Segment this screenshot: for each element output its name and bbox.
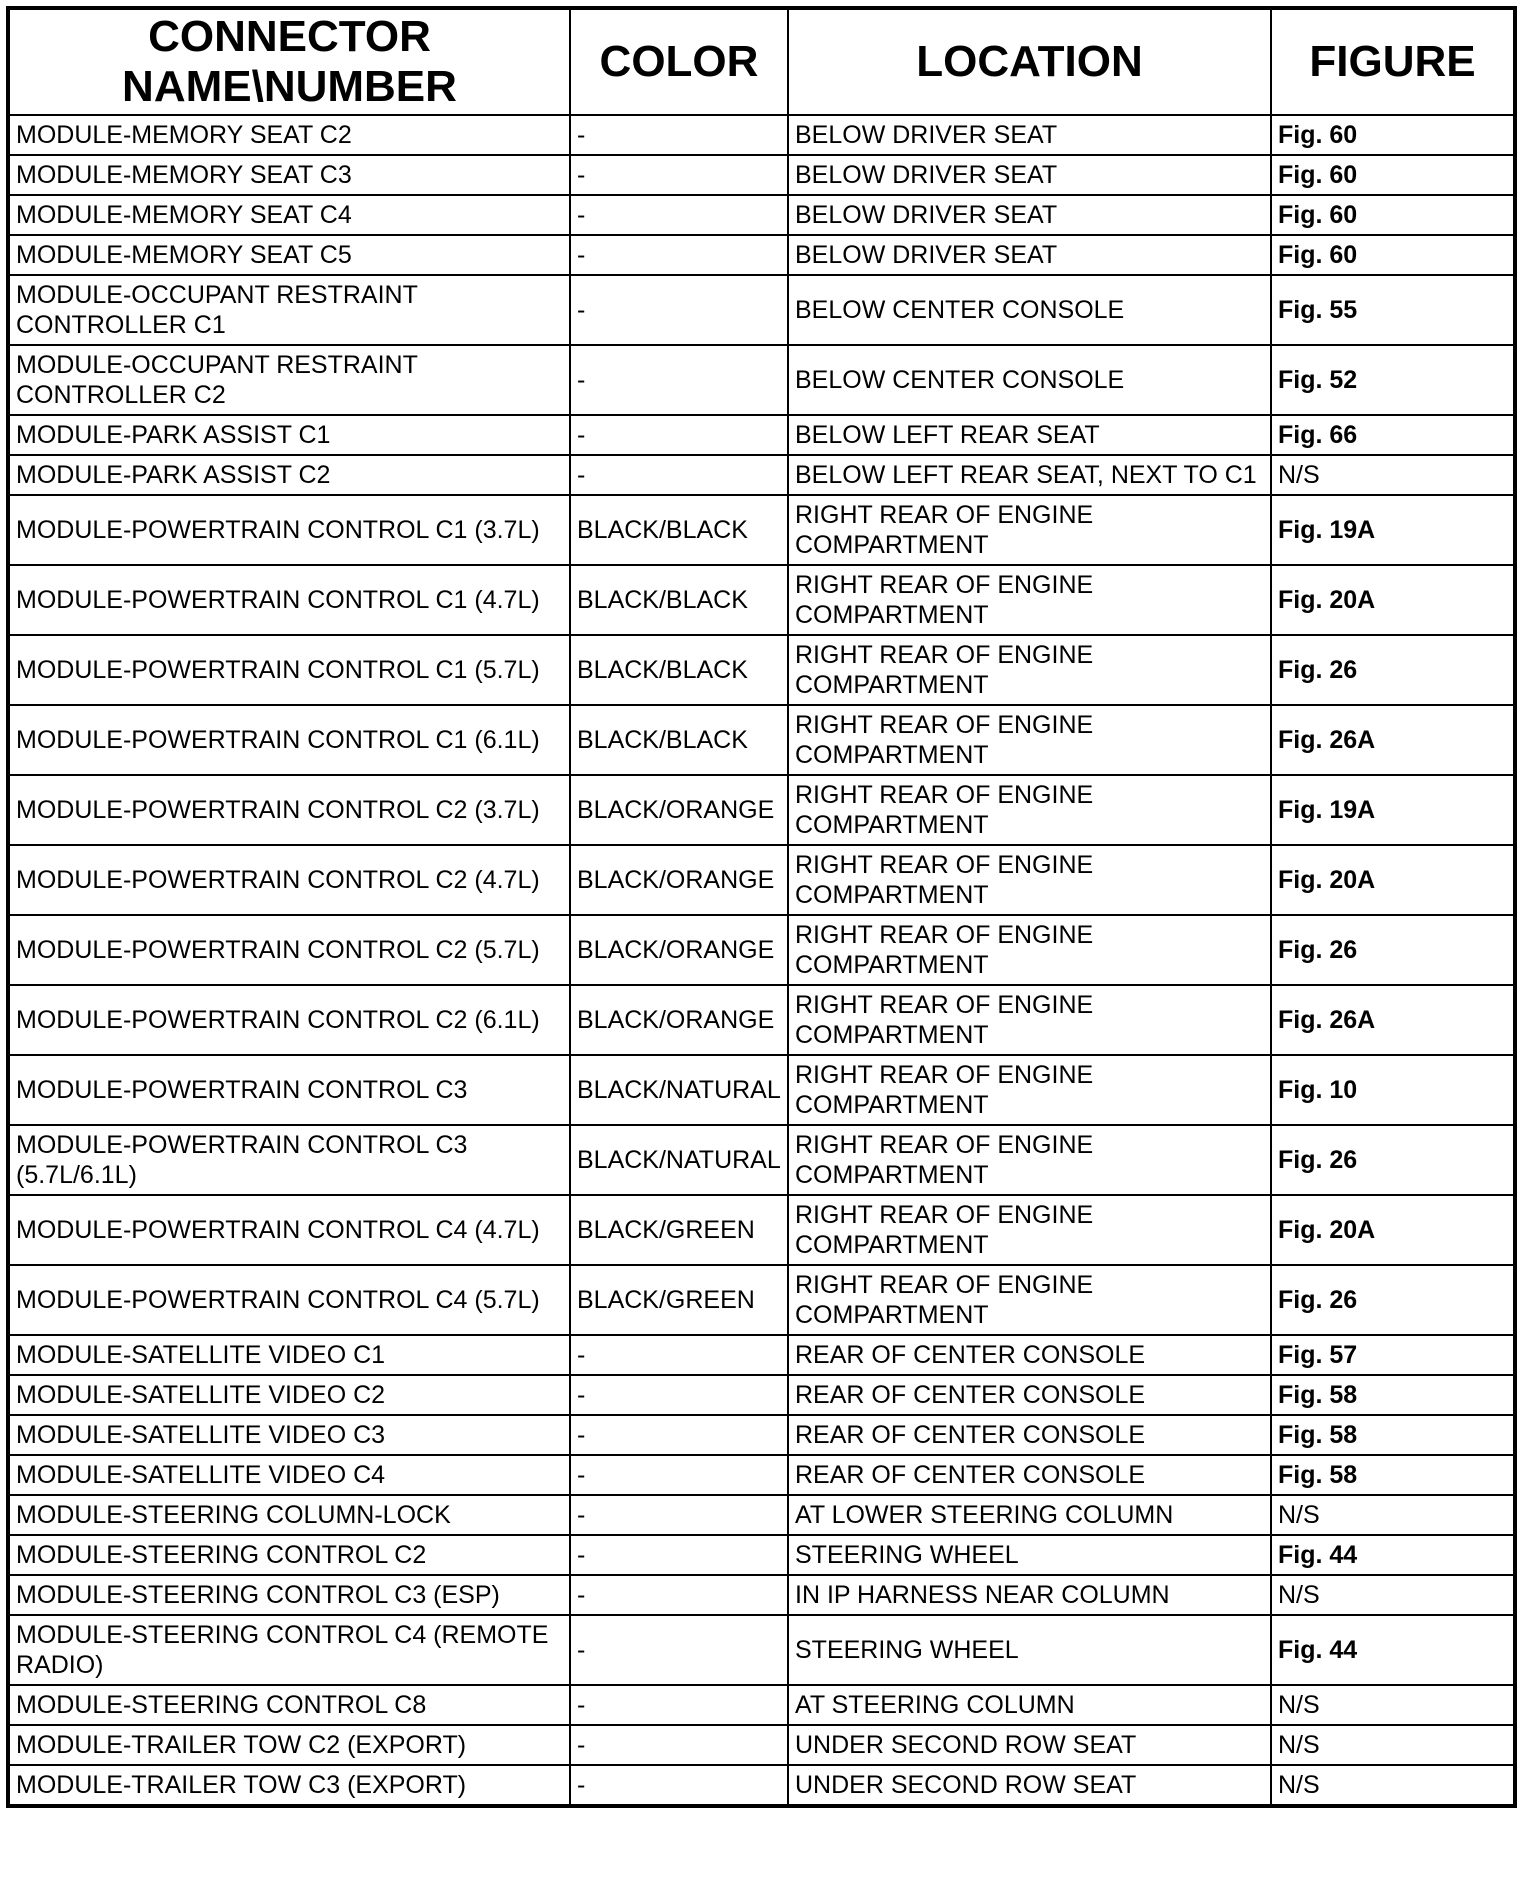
cell-color: - [570, 345, 788, 415]
cell-color: - [570, 455, 788, 495]
cell-color: - [570, 115, 788, 155]
table-row [8, 1535, 1515, 1575]
cell-figure: Fig. 57 [1271, 1335, 1515, 1375]
cell-location: BELOW DRIVER SEAT [788, 235, 1271, 275]
cell-location: BELOW CENTER CONSOLE [788, 345, 1271, 415]
cell-figure: N/S [1271, 1495, 1515, 1535]
cell-figure: Fig. 66 [1271, 415, 1515, 455]
cell-connector-name: MODULE-POWERTRAIN CONTROL C1 (4.7L) [8, 565, 570, 635]
cell-figure: Fig. 26 [1271, 1265, 1515, 1335]
cell-connector-name: MODULE-STEERING COLUMN-LOCK [8, 1495, 570, 1535]
cell-figure: Fig. 26 [1271, 635, 1515, 705]
cell-figure: Fig. 19A [1271, 775, 1515, 845]
cell-figure: Fig. 19A [1271, 495, 1515, 565]
cell-color: BLACK/ORANGE [570, 915, 788, 985]
cell-figure: Fig. 26 [1271, 1125, 1515, 1195]
cell-location: RIGHT REAR OF ENGINE COMPARTMENT [788, 1125, 1271, 1195]
cell-connector-name: MODULE-POWERTRAIN CONTROL C1 (5.7L) [8, 635, 570, 705]
cell-location: AT LOWER STEERING COLUMN [788, 1495, 1271, 1535]
cell-color: - [570, 1375, 788, 1415]
cell-location: BELOW DRIVER SEAT [788, 115, 1271, 155]
table-row [8, 1455, 1515, 1495]
cell-location: REAR OF CENTER CONSOLE [788, 1415, 1271, 1455]
cell-figure: N/S [1271, 1725, 1515, 1765]
cell-connector-name: MODULE-POWERTRAIN CONTROL C2 (5.7L) [8, 915, 570, 985]
cell-location: AT STEERING COLUMN [788, 1685, 1271, 1725]
table-row [8, 1685, 1515, 1725]
cell-color: BLACK/NATURAL [570, 1125, 788, 1195]
table-row [8, 1055, 1515, 1125]
cell-connector-name: MODULE-STEERING CONTROL C4 (REMOTE RADIO) [8, 1615, 570, 1685]
table-row [8, 275, 1515, 345]
table-row [8, 565, 1515, 635]
header-row [8, 8, 1515, 115]
table-row [8, 1725, 1515, 1765]
cell-figure: Fig. 26 [1271, 915, 1515, 985]
cell-connector-name: MODULE-POWERTRAIN CONTROL C3 (5.7L/6.1L) [8, 1125, 570, 1195]
cell-location: BELOW DRIVER SEAT [788, 155, 1271, 195]
cell-color: - [570, 1765, 788, 1806]
table-row [8, 415, 1515, 455]
connector-table [6, 6, 1517, 1808]
table-row [8, 1195, 1515, 1265]
cell-figure: Fig. 20A [1271, 845, 1515, 915]
cell-connector-name: MODULE-POWERTRAIN CONTROL C1 (3.7L) [8, 495, 570, 565]
cell-color: BLACK/ORANGE [570, 845, 788, 915]
cell-figure: Fig. 44 [1271, 1615, 1515, 1685]
cell-location: RIGHT REAR OF ENGINE COMPARTMENT [788, 635, 1271, 705]
cell-location: RIGHT REAR OF ENGINE COMPARTMENT [788, 845, 1271, 915]
cell-location: RIGHT REAR OF ENGINE COMPARTMENT [788, 495, 1271, 565]
cell-location: RIGHT REAR OF ENGINE COMPARTMENT [788, 775, 1271, 845]
cell-color: BLACK/GREEN [570, 1195, 788, 1265]
cell-figure: Fig. 55 [1271, 275, 1515, 345]
cell-figure: Fig. 44 [1271, 1535, 1515, 1575]
cell-connector-name: MODULE-SATELLITE VIDEO C3 [8, 1415, 570, 1455]
table-row [8, 705, 1515, 775]
cell-connector-name: MODULE-OCCUPANT RESTRAINT CONTROLLER C1 [8, 275, 570, 345]
cell-figure: N/S [1271, 455, 1515, 495]
cell-connector-name: MODULE-POWERTRAIN CONTROL C2 (3.7L) [8, 775, 570, 845]
cell-connector-name: MODULE-OCCUPANT RESTRAINT CONTROLLER C2 [8, 345, 570, 415]
cell-location: REAR OF CENTER CONSOLE [788, 1335, 1271, 1375]
table-row [8, 115, 1515, 155]
cell-connector-name: MODULE-POWERTRAIN CONTROL C1 (6.1L) [8, 705, 570, 775]
cell-color: - [570, 195, 788, 235]
cell-color: - [570, 235, 788, 275]
cell-color: - [570, 1335, 788, 1375]
cell-location: BELOW CENTER CONSOLE [788, 275, 1271, 345]
cell-figure: Fig. 26A [1271, 985, 1515, 1055]
table-row [8, 1575, 1515, 1615]
cell-figure: Fig. 58 [1271, 1455, 1515, 1495]
header-location: LOCATION [788, 8, 1271, 115]
cell-location: RIGHT REAR OF ENGINE COMPARTMENT [788, 1265, 1271, 1335]
cell-color: - [570, 155, 788, 195]
table-row [8, 1125, 1515, 1195]
cell-color: BLACK/ORANGE [570, 985, 788, 1055]
cell-color: - [570, 415, 788, 455]
table-row [8, 845, 1515, 915]
cell-connector-name: MODULE-POWERTRAIN CONTROL C4 (5.7L) [8, 1265, 570, 1335]
cell-figure: N/S [1271, 1765, 1515, 1806]
cell-figure: Fig. 60 [1271, 115, 1515, 155]
table-row [8, 345, 1515, 415]
cell-connector-name: MODULE-MEMORY SEAT C5 [8, 235, 570, 275]
table-row [8, 1415, 1515, 1455]
table-row [8, 1615, 1515, 1685]
cell-figure: Fig. 52 [1271, 345, 1515, 415]
cell-color: BLACK/BLACK [570, 635, 788, 705]
cell-figure: Fig. 58 [1271, 1415, 1515, 1455]
cell-color: - [570, 275, 788, 345]
cell-figure: Fig. 10 [1271, 1055, 1515, 1125]
cell-connector-name: MODULE-STEERING CONTROL C2 [8, 1535, 570, 1575]
cell-connector-name: MODULE-POWERTRAIN CONTROL C2 (6.1L) [8, 985, 570, 1055]
table-row [8, 775, 1515, 845]
connector-table-sheet [6, 6, 1513, 1808]
cell-color: BLACK/BLACK [570, 565, 788, 635]
cell-connector-name: MODULE-POWERTRAIN CONTROL C2 (4.7L) [8, 845, 570, 915]
cell-color: - [570, 1535, 788, 1575]
cell-color: BLACK/NATURAL [570, 1055, 788, 1125]
cell-connector-name: MODULE-POWERTRAIN CONTROL C4 (4.7L) [8, 1195, 570, 1265]
table-row [8, 1375, 1515, 1415]
cell-figure: N/S [1271, 1685, 1515, 1725]
cell-connector-name: MODULE-POWERTRAIN CONTROL C3 [8, 1055, 570, 1125]
cell-figure: Fig. 58 [1271, 1375, 1515, 1415]
table-row [8, 1495, 1515, 1535]
cell-location: BELOW LEFT REAR SEAT [788, 415, 1271, 455]
cell-connector-name: MODULE-STEERING CONTROL C8 [8, 1685, 570, 1725]
cell-color: - [570, 1455, 788, 1495]
table-row [8, 1335, 1515, 1375]
cell-color: - [570, 1685, 788, 1725]
cell-location: BELOW LEFT REAR SEAT, NEXT TO C1 [788, 455, 1271, 495]
cell-color: BLACK/BLACK [570, 705, 788, 775]
cell-location: IN IP HARNESS NEAR COLUMN [788, 1575, 1271, 1615]
table-row [8, 495, 1515, 565]
cell-location: RIGHT REAR OF ENGINE COMPARTMENT [788, 705, 1271, 775]
cell-figure: Fig. 60 [1271, 235, 1515, 275]
cell-color: - [570, 1415, 788, 1455]
cell-location: STEERING WHEEL [788, 1615, 1271, 1685]
table-row [8, 985, 1515, 1055]
table-row [8, 635, 1515, 705]
cell-location: UNDER SECOND ROW SEAT [788, 1765, 1271, 1806]
table-row [8, 455, 1515, 495]
cell-color: - [570, 1615, 788, 1685]
table-row [8, 235, 1515, 275]
cell-connector-name: MODULE-TRAILER TOW C2 (EXPORT) [8, 1725, 570, 1765]
cell-connector-name: MODULE-PARK ASSIST C2 [8, 455, 570, 495]
cell-color: BLACK/BLACK [570, 495, 788, 565]
cell-location: REAR OF CENTER CONSOLE [788, 1375, 1271, 1415]
header-figure: FIGURE [1271, 8, 1515, 115]
cell-color: BLACK/GREEN [570, 1265, 788, 1335]
cell-color: - [570, 1725, 788, 1765]
table-row [8, 1765, 1515, 1806]
cell-location: RIGHT REAR OF ENGINE COMPARTMENT [788, 985, 1271, 1055]
table-body [8, 115, 1515, 1806]
cell-figure: Fig. 60 [1271, 155, 1515, 195]
cell-connector-name: MODULE-STEERING CONTROL C3 (ESP) [8, 1575, 570, 1615]
cell-location: RIGHT REAR OF ENGINE COMPARTMENT [788, 915, 1271, 985]
header-connector-name: CONNECTOR NAME\NUMBER [8, 8, 570, 115]
table-row [8, 155, 1515, 195]
cell-connector-name: MODULE-MEMORY SEAT C4 [8, 195, 570, 235]
table-row [8, 195, 1515, 235]
cell-connector-name: MODULE-PARK ASSIST C1 [8, 415, 570, 455]
table-row [8, 915, 1515, 985]
cell-location: REAR OF CENTER CONSOLE [788, 1455, 1271, 1495]
cell-figure: N/S [1271, 1575, 1515, 1615]
cell-connector-name: MODULE-TRAILER TOW C3 (EXPORT) [8, 1765, 570, 1806]
cell-color: - [570, 1495, 788, 1535]
cell-figure: Fig. 20A [1271, 1195, 1515, 1265]
cell-connector-name: MODULE-MEMORY SEAT C3 [8, 155, 570, 195]
cell-location: RIGHT REAR OF ENGINE COMPARTMENT [788, 565, 1271, 635]
cell-connector-name: MODULE-SATELLITE VIDEO C1 [8, 1335, 570, 1375]
cell-connector-name: MODULE-SATELLITE VIDEO C2 [8, 1375, 570, 1415]
cell-connector-name: MODULE-SATELLITE VIDEO C4 [8, 1455, 570, 1495]
cell-location: BELOW DRIVER SEAT [788, 195, 1271, 235]
cell-location: STEERING WHEEL [788, 1535, 1271, 1575]
header-color: COLOR [570, 8, 788, 115]
cell-color: BLACK/ORANGE [570, 775, 788, 845]
table-row [8, 1265, 1515, 1335]
cell-figure: Fig. 60 [1271, 195, 1515, 235]
cell-figure: Fig. 20A [1271, 565, 1515, 635]
cell-location: RIGHT REAR OF ENGINE COMPARTMENT [788, 1055, 1271, 1125]
cell-location: RIGHT REAR OF ENGINE COMPARTMENT [788, 1195, 1271, 1265]
cell-location: UNDER SECOND ROW SEAT [788, 1725, 1271, 1765]
cell-color: - [570, 1575, 788, 1615]
cell-connector-name: MODULE-MEMORY SEAT C2 [8, 115, 570, 155]
cell-figure: Fig. 26A [1271, 705, 1515, 775]
